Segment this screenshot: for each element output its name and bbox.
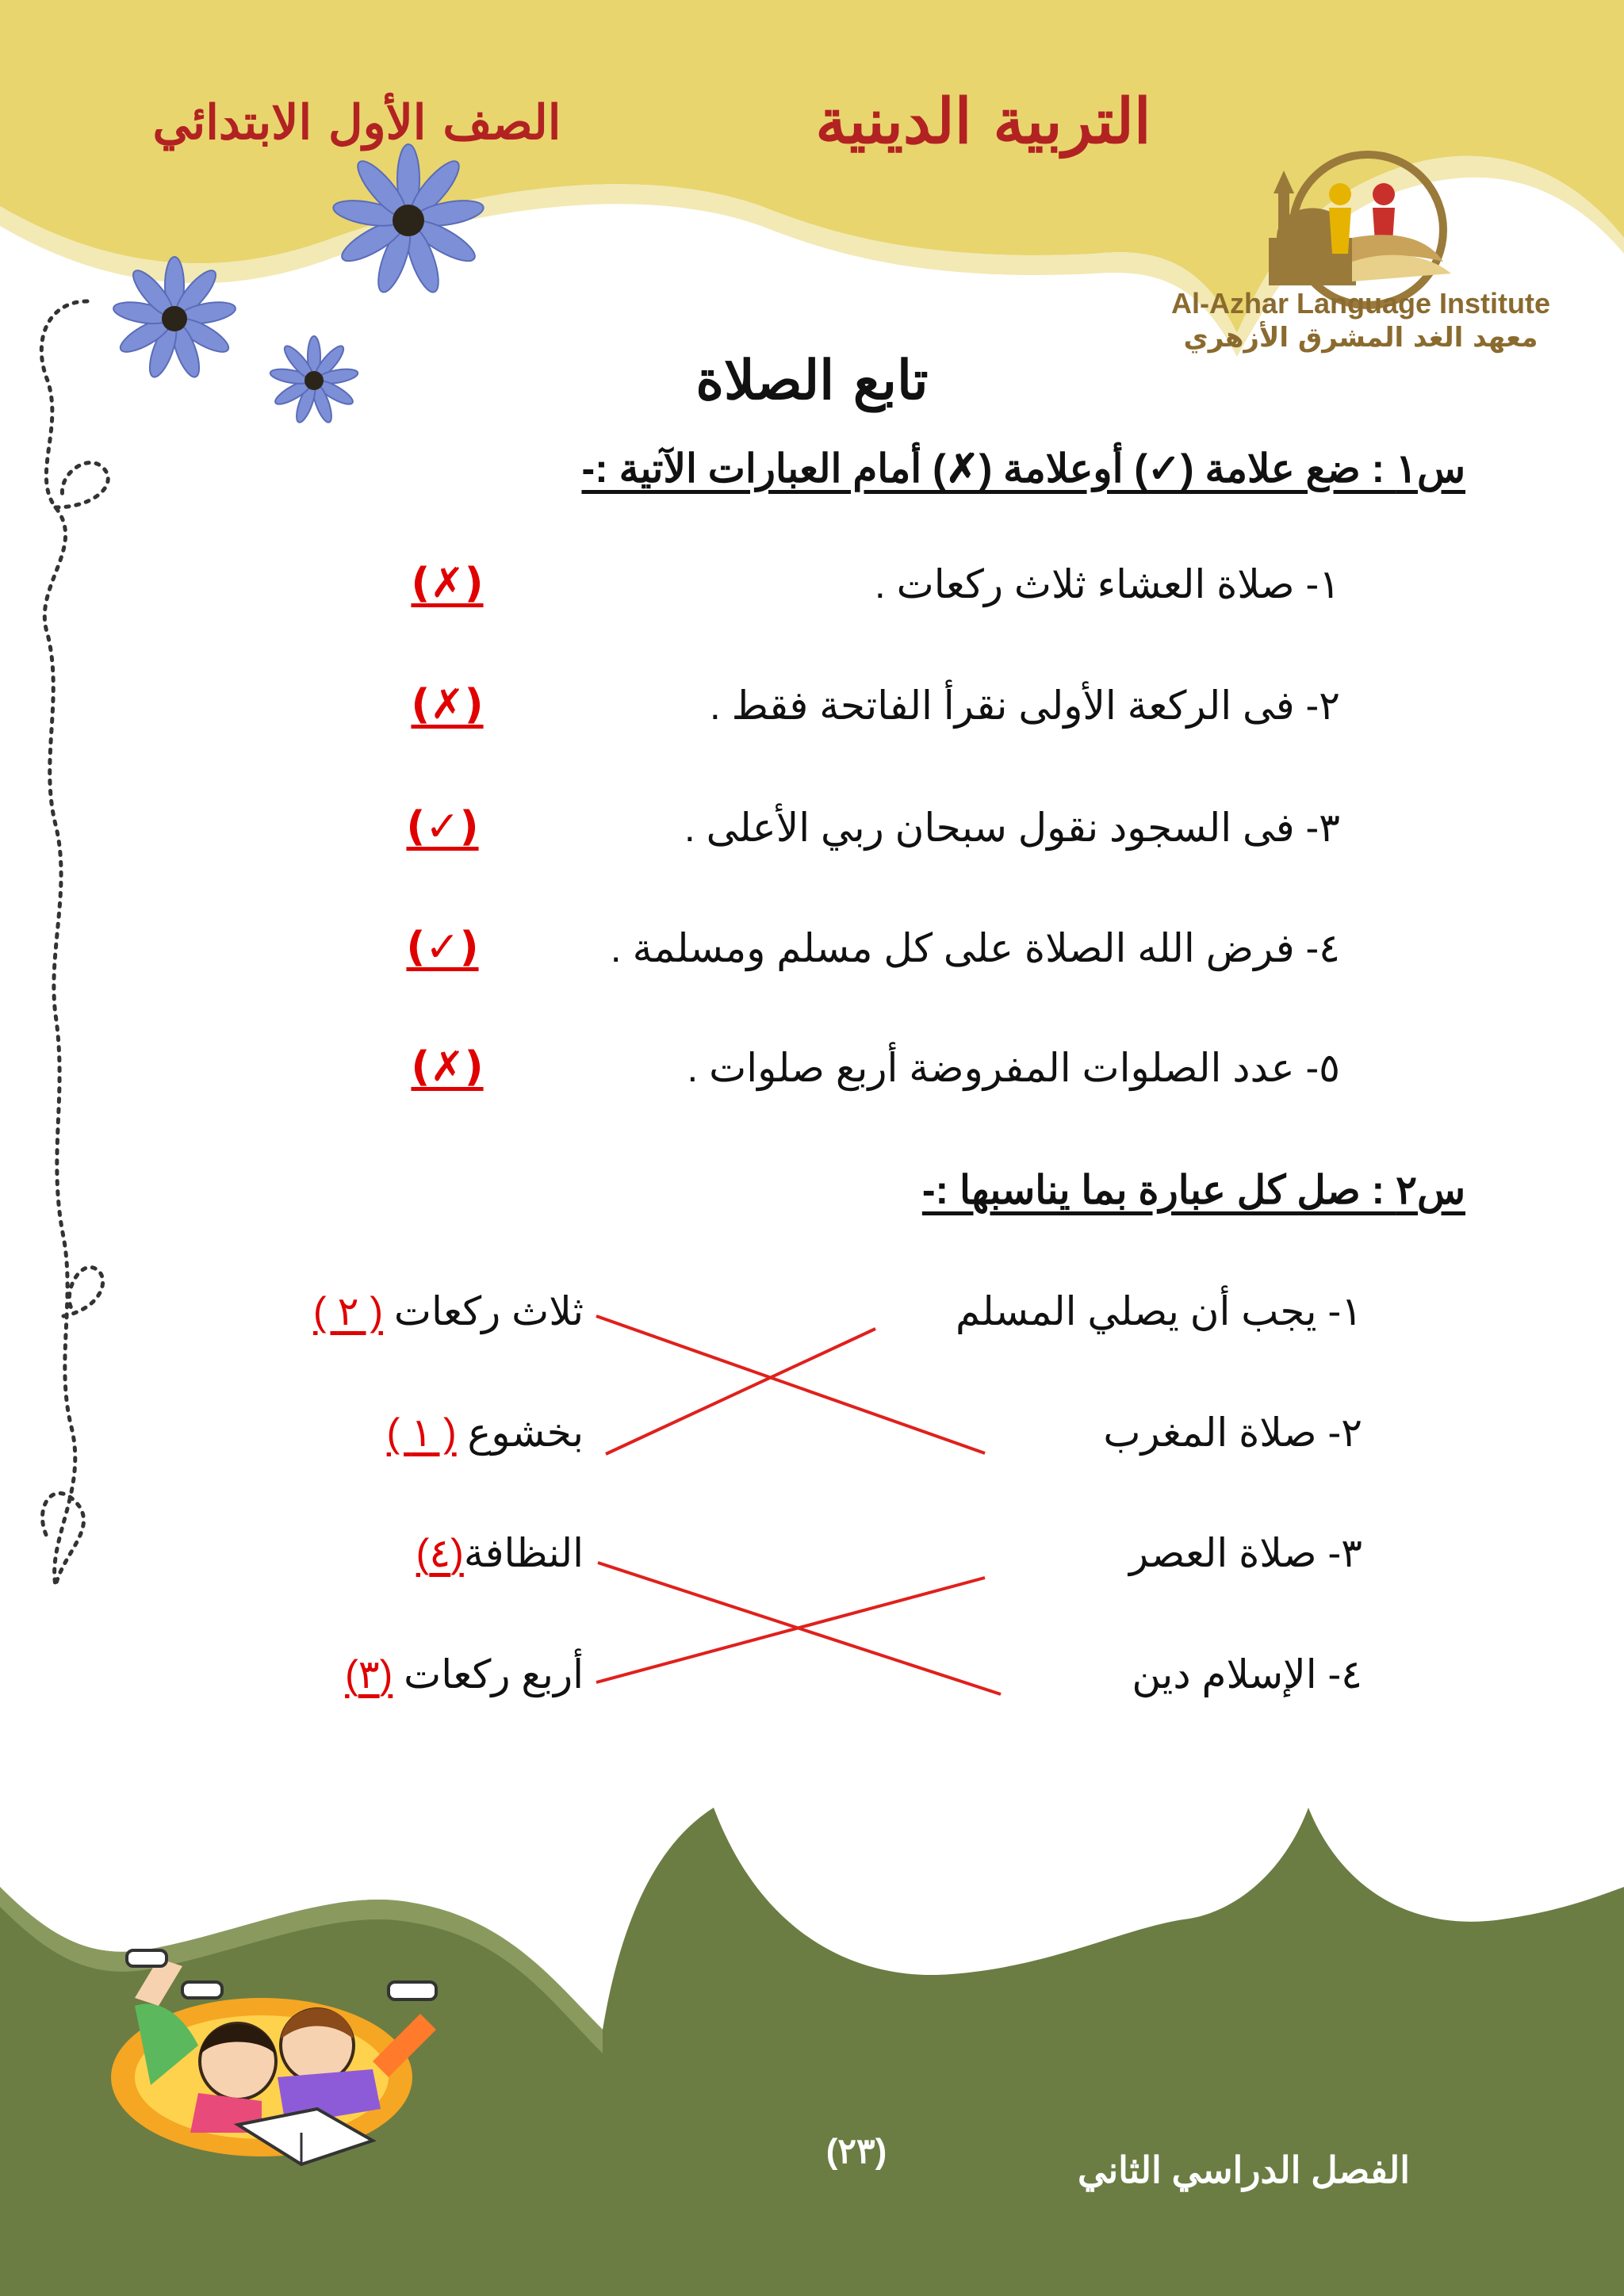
q2-left-item-2-number: ( ١ ) <box>386 1410 457 1455</box>
q2-left-item-4-text: أربع ركعات <box>404 1652 584 1697</box>
q2-right-item-3: ٣- صلاة العصر <box>1129 1531 1362 1575</box>
matching-lines <box>596 1316 1001 1694</box>
q2-left-item-3 <box>416 1530 584 1576</box>
q2-left-item-3-number: (٤) <box>416 1531 464 1575</box>
logo-name-arabic: معهد الغد المشرق الأزهري <box>1183 322 1538 354</box>
q2-right-item-2: ٢- صلاة المغرب <box>1103 1410 1362 1455</box>
lesson-title: تابع الصلاة <box>695 349 929 412</box>
q2-left-item-2 <box>387 1410 584 1456</box>
dotted-loop-2 <box>63 1267 103 1316</box>
q2-left-item-1 <box>313 1288 584 1334</box>
top-yellow-wave <box>0 0 1624 333</box>
q2-left-item-1-text: ثلاث ركعات <box>393 1289 584 1334</box>
q2-left-item-4-number: (٣) <box>345 1652 393 1697</box>
q1-answer-3: (✓) <box>406 803 479 851</box>
q1-statement-5: ٥- عدد الصلوات المفروضة أربع صلوات . <box>687 1046 1340 1090</box>
dotted-vine-line <box>41 301 87 1586</box>
q1-answer-1: (✗) <box>411 560 484 607</box>
q2-left-item-3-text: النظافة <box>463 1531 584 1575</box>
page-number: (٢٣) <box>825 2132 887 2171</box>
q1-statement-3: ٣- فى السجود نقول سبحان ربي الأعلى . <box>684 806 1340 850</box>
q2-left-item-2-text: بخشوع <box>467 1410 584 1455</box>
q2-heading: س٢ : صل كل عبارة بما يناسبها :- <box>921 1168 1465 1212</box>
q1-answer-5: (✗) <box>411 1043 484 1091</box>
q1-statement-2: ٢- فى الركعة الأولى نقرأ الفاتحة فقط . <box>709 683 1340 728</box>
q2-right-item-4: ٤- الإسلام دين <box>1132 1652 1362 1697</box>
subject-title: التربية الدينية <box>815 86 1151 158</box>
q1-statement-1: ١- صلاة العشاء ثلاث ركعات . <box>874 562 1340 607</box>
semester-label: الفصل الدراسي الثاني <box>1077 2149 1410 2191</box>
q1-statement-4: ٤- فرض الله الصلاة على كل مسلم ومسلمة . <box>610 926 1340 970</box>
q2-right-item-1: ١- يجب أن يصلي المسلم <box>956 1289 1362 1334</box>
flower-small-icon <box>269 336 358 424</box>
logo-name-english: Al-Azhar Language Institute <box>1170 287 1551 320</box>
dotted-loop <box>56 463 108 507</box>
q2-left-item-1-number: ( ٢ ) <box>313 1289 383 1334</box>
q1-answer-2: (✗) <box>411 681 484 729</box>
q2-left-item-4 <box>345 1651 584 1697</box>
grade-title: الصف الأول الابتدائي <box>152 95 561 151</box>
q1-answer-4: (✓) <box>406 924 479 971</box>
q1-heading: س١ : ضع علامة (✓) أوعلامة (✗) أمام العبارات الآتية :- <box>581 446 1465 491</box>
